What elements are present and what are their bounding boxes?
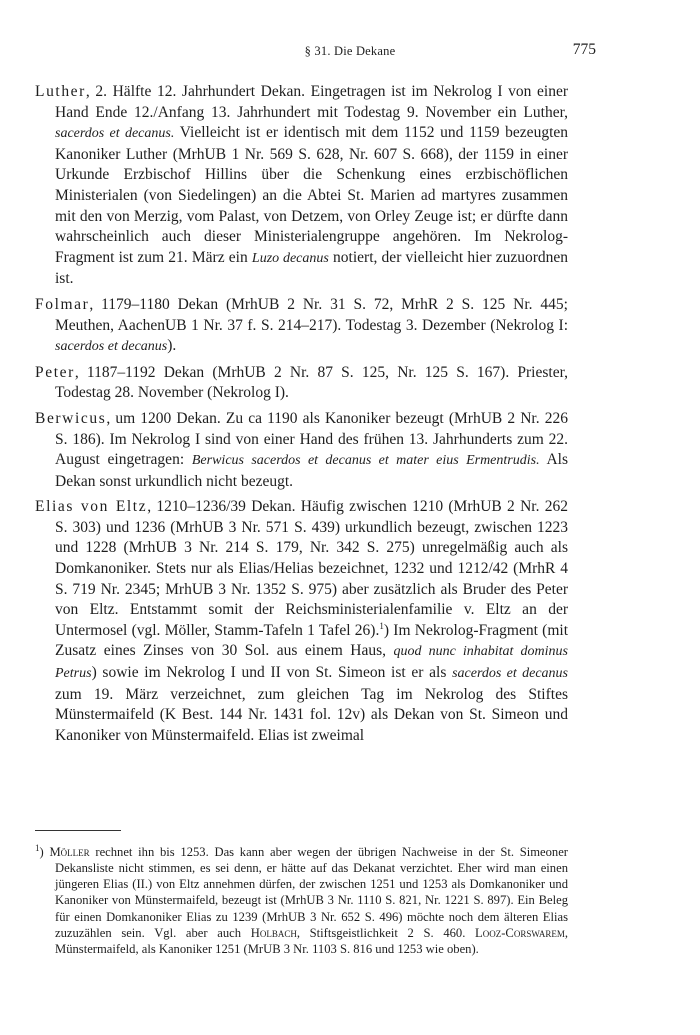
entry-name: Peter <box>35 363 75 381</box>
entry-text: zum 19. März verzeichnet, zum gleichen Tag im Nekrolog des Stiftes Münstermaifeld (K Best. 144 Nr. 1431 fol. 12v) als Dekan von St. Simeon und Kanoniker von Münstermaifeld. Elias ist zweimal <box>55 685 568 744</box>
entry-peter <box>35 363 568 404</box>
footnote-mark-close: ) <box>39 844 44 859</box>
entry-text: , 1179–1180 Dekan (MrhUB 2 Nr. 31 S. 72, MrhR 2 S. 125 Nr. 445; Meuthen, AachenUB 1 Nr. 37 f. S. 214–217). Todestag 3. Dezember (Nekrolog I: <box>55 295 568 334</box>
entry-text: Als Dekan sonst urkundlich nicht bezeugt. <box>55 451 568 490</box>
entry-text: , 2. Hälfte 12. Jahrhundert Dekan. Eingetragen ist im Nekrolog I von einer Hand Ende 12./Anfang 13. Jahrhundert mit Todestag 9. November ein Luther, <box>55 83 568 121</box>
entry-name: Elias von Eltz <box>35 498 148 516</box>
footnote-1 <box>35 844 568 958</box>
entry-text: , um 1200 Dekan. Zu ca 1190 als Kanoniker bezeugt (MrhUB 2 Nr. 226 S. 186). Im Nekrolog I sind von einer Hand des frühen 13. Jahrhunderts zum 22. August eingetragen: <box>55 409 568 469</box>
footnotes <box>35 830 568 970</box>
entry-text: notiert, der vielleicht hier zuzuordnen ist. <box>55 248 568 288</box>
latin-quote: sacerdos et decanus <box>452 666 568 682</box>
latin-quote: Berwicus sacerdos et decanus et mater eius Ermentrudis. <box>191 453 540 469</box>
page-number: 775 <box>572 41 596 58</box>
entry-berwicus <box>35 409 568 492</box>
entry-text: , 1210–1236/39 Dekan. Häufig zwischen 1210 (MrhUB 2 Nr. 262 S. 303) und 1236 (MrhUB 3 Nr. 571 S. 439) urkundlich bezeugt, zwischen 1223 und 1228 (MrhUB 3 Nr. 214 S. 179, Nr. 342 S. 275) unregelmäßig auch als Domkanoniker. Stets nur als Elias/Helias bezeichnet, 1232 und 1212/42 (MrhR 4 S. 719 Nr. 2345; MrhUB 3 Nr. 1352 S. 975) aber zusätzlich als Bruder des Peter von Eltz. Entstammt somit der Reichsministerialenfamilie v. Eltz an der Untermosel (vgl. Möller, Stamm-Tafeln 1 Tafel 26). <box>55 498 569 639</box>
entry-text: Vielleicht ist er identisch mit dem 1152 und 1159 bezeugten Kanoniker Luther (MrhUB 1 Nr. 569 S. 628, Nr. 607 S. 668), der 1159 in einer Urkunde Erzbischof Hillins über die Schenkung eines erzbischöflichen Ministerialen (von Siedelingen) an die Abtei St. Marien ad martyres zusammen mit den von Merzig, vom Palast, von Detzem, von Orley Zeuge ist; er dürfte dann wahrscheinlich auch dieser Ministerialengruppe angehören. Im Nekrolog-Fragment ist zum 21. März ein <box>55 124 568 266</box>
entry-text: Im Nekrolog-Fragment (mit Zusatz eines Zinses von 30 Sol. aus einem Haus, <box>55 621 569 660</box>
footnote-text: , Stiftsgeistlichkeit 2 S. 460. <box>296 926 476 941</box>
footnote-mark: 1 <box>35 842 40 853</box>
latin-quote: sacerdos et decanus. <box>55 126 175 142</box>
footnote-ref: 1 <box>379 620 384 631</box>
footnote-text: rechnet ihn bis 1253. Das kann aber wegen der übrigen Nachweise in der St. Simeoner Dekansliste nicht stimmen, es sei denn, er hätte auf das Dekanat verzichtet. Eher wird man einen jüngeren Elias (II.) von Eltz annehmen dürfen, der zwischen 1251 und 1253 als Domkanoniker und Kanoniker von Münstermaifeld, bezeugt ist (MrhUB 3 Nr. 1110 S. 821, Nr. 1221 S. 897). Ein Beleg für einen Domkanoniker Elias zu 1239 (MrhUB 3 Nr. 652 S. 496) möchte noch dem älteren Elias zuzuzählen sein. Vgl. aber auch <box>55 844 568 941</box>
latin-quote: quod nunc inhabitat dominus Petrus <box>55 644 568 682</box>
entry-elias-von-eltz <box>35 497 568 746</box>
footnote-text: , Münstermaifeld, als Kanoniker 1251 (MrUB 3 Nr. 1103 S. 816 und 1253 wie oben). <box>55 926 568 957</box>
latin-quote: sacerdos et decanus <box>55 339 168 355</box>
entry-luther <box>35 82 568 290</box>
entry-text: ) sowie im Nekrolog I und II von St. Simeon ist er als <box>91 664 453 682</box>
entry-name: Folmar <box>35 295 90 313</box>
author-name: Möller <box>49 844 90 859</box>
entry-folmar <box>35 295 568 358</box>
section-title: § 31. Die Dekane <box>304 44 396 58</box>
entry-name: Berwicus <box>35 409 107 427</box>
main-text <box>35 82 568 751</box>
entry-text: , 1187–1192 Dekan (MrhUB 2 Nr. 87 S. 125, Nr. 125 S. 167). Priester, Todestag 28. November (Nekrolog I). <box>55 363 568 402</box>
author-name: Holbach <box>250 926 297 941</box>
author-name: Looz-Corswarem <box>475 926 565 941</box>
entry-name: Luther <box>35 83 86 100</box>
entry-text: ) <box>383 621 390 639</box>
entry-text: ). <box>167 337 177 355</box>
footnote-divider <box>35 830 121 831</box>
running-head <box>0 42 700 62</box>
latin-quote: Luzo decanus <box>251 250 329 266</box>
